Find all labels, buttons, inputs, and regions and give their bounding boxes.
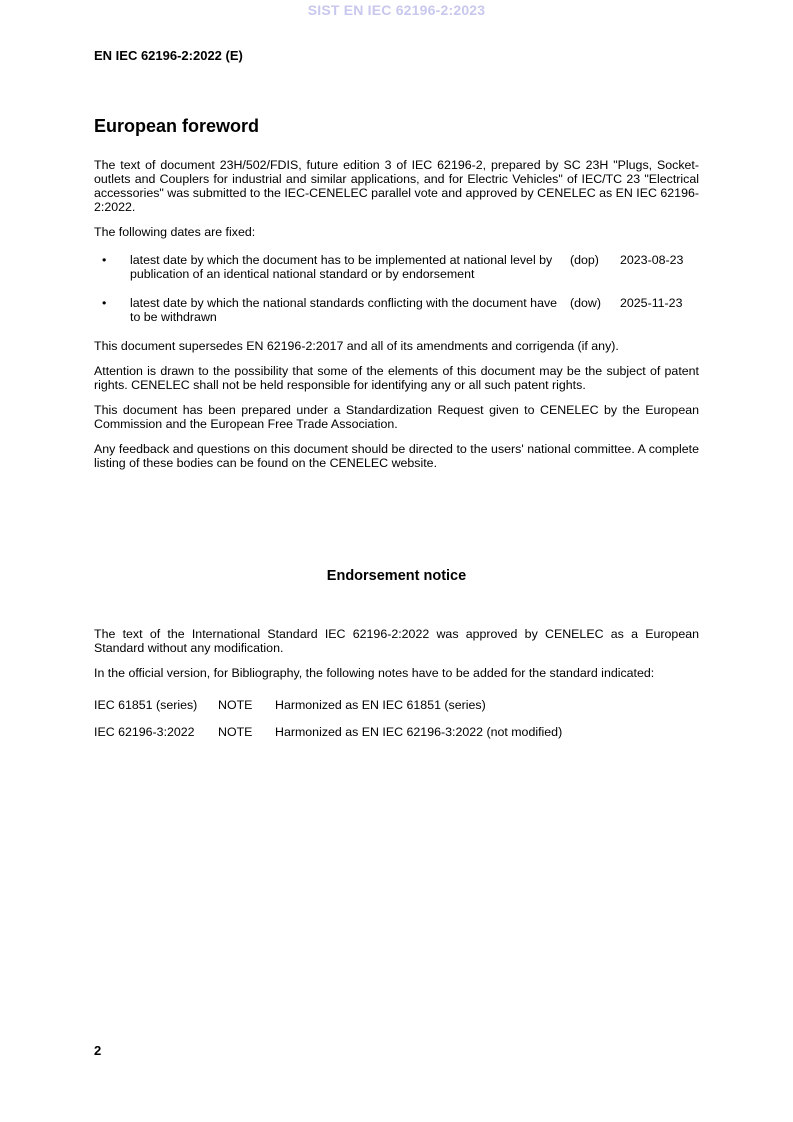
date-abbreviation: (dop) [570, 253, 599, 267]
note-row [94, 698, 699, 712]
foreword-body [94, 158, 699, 481]
patent-paragraph: Attention is drawn to the possibility that some of the elements of this document may be the subject of patent rights. CENELEC shall not be held responsible for identifying any or all such patent rights. [94, 364, 699, 392]
note-row [94, 725, 699, 739]
note-text: Harmonized as EN IEC 62196-3:2022 (not modified) [275, 725, 563, 739]
bullet-icon: • [102, 296, 107, 310]
bibliography-intro: In the official version, for Bibliography, the following notes have to be added for the standard indicated: [94, 666, 655, 680]
note-standard: IEC 62196-3:2022 [94, 725, 195, 739]
dates-list [94, 253, 699, 324]
bullet-icon: • [102, 253, 107, 267]
dates-intro: The following dates are fixed: [94, 225, 256, 239]
date-item-dow [94, 296, 699, 324]
watermark: SIST EN IEC 62196-2:2023 [307, 2, 486, 18]
foreword-intro-paragraph: The text of document 23H/502/FDIS, future edition 3 of IEC 62196-2, prepared by SC 23H "Plugs, Socket-outlets and Couplers for industrial and similar applications, and for Electric Vehicles" of IEC/TC 23 "Electrical accessories" was submitted to the IEC-CENELEC parallel vote and approved by CENELEC as EN IEC 62196-2:2022. [94, 158, 699, 214]
endorsement-body [94, 627, 699, 752]
supersedes-paragraph: This document supersedes EN 62196-2:2017 and all of its amendments and corrigenda (if any). [94, 339, 619, 353]
date-description: latest date by which the national standards conflicting with the document have to be withdrawn [130, 296, 558, 324]
date-abbreviation: (dow) [570, 296, 601, 310]
date-value: 2025-11-23 [620, 296, 683, 310]
note-label: NOTE [218, 698, 253, 712]
page-number: 2 [94, 1043, 102, 1058]
date-description: latest date by which the document has to be implemented at national level by publication of an identical national standard or by endorsement [130, 253, 553, 281]
endorsement-paragraph: The text of the International Standard IEC 62196-2:2022 was approved by CENELEC as a European Standard without any modification. [94, 627, 699, 655]
endorsement-heading: Endorsement notice [326, 568, 467, 584]
date-value: 2023-08-23 [620, 253, 684, 267]
document-header: EN IEC 62196-2:2022 (E) [94, 48, 243, 63]
bibliography-notes [94, 698, 699, 739]
feedback-paragraph: Any feedback and questions on this document should be directed to the users' national committee. A complete listing of these bodies can be found on the CENELEC website. [94, 442, 699, 470]
foreword-heading: European foreword [94, 116, 260, 136]
note-standard: IEC 61851 (series) [94, 698, 198, 712]
standardization-paragraph: This document has been prepared under a Standardization Request given to CENELEC by the European Commission and the European Free Trade Association. [94, 403, 699, 431]
note-label: NOTE [218, 725, 253, 739]
note-text: Harmonized as EN IEC 61851 (series) [275, 698, 486, 712]
date-item-dop [94, 253, 699, 281]
